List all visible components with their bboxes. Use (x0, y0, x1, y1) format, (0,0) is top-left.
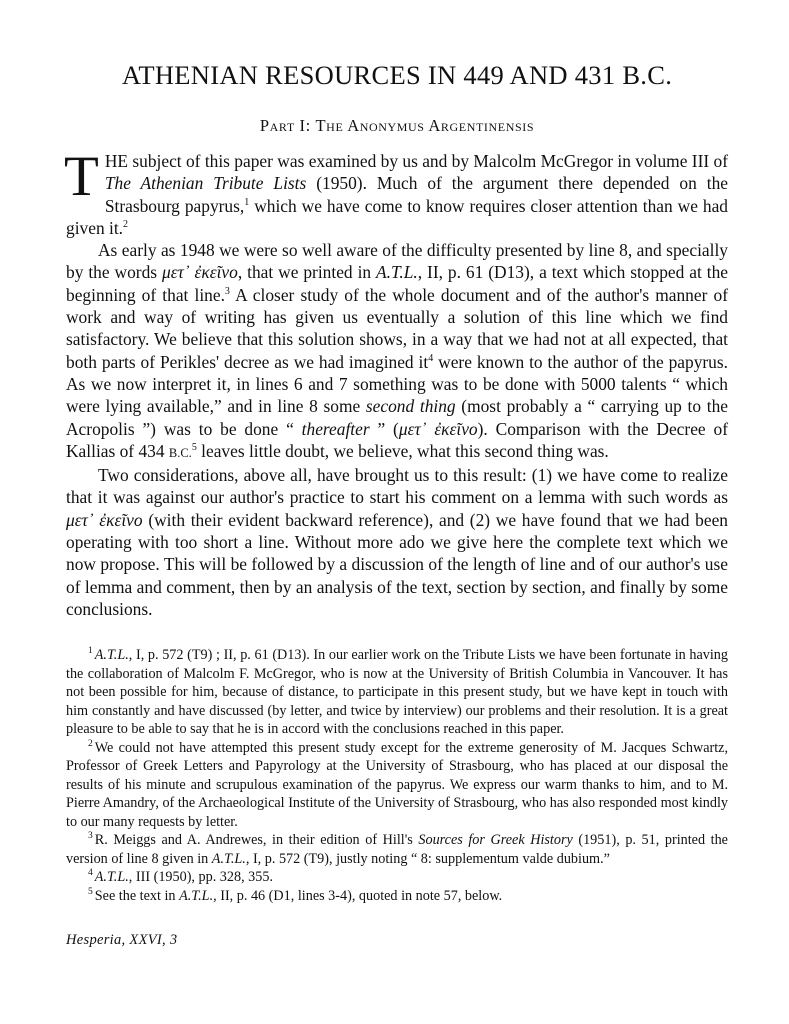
italic-span: A.T.L. (179, 887, 214, 904)
drop-cap: T (64, 145, 99, 208)
text-span: See the text in (94, 887, 180, 904)
italic-span: The Athenian Tribute Lists (104, 173, 307, 194)
text-span: were known to the author of the papyrus. As we now interpret it, in lines 6 and 7 something was to be done with 5000 talents “ which were lying available,” and in line 8 some (66, 351, 728, 417)
text-span: ” ( (369, 418, 399, 439)
text-span: , II, p. 46 (D1, lines 3-4), quoted in note 57, below. (213, 887, 503, 904)
journal-signature: Hesperia, XXVI, 3 (66, 932, 178, 948)
footnote-4 (66, 868, 728, 887)
text-span: HE subject of this paper was examined by us and by Malcolm McGregor in volume III of (104, 151, 728, 171)
text-span: We could not have attempted this present study except for the extreme generosity of M. Jacques Schwartz, Professor of Greek Letters and Papyrology at the University of Strasbourg, who has placed at our disposal the results of his minute and scrupulous examination of the papyrus. We express our warm thanks to him, and to M. Pierre Amandry, of the Archaeological Institute of the University of Strasbourg, who has also responded most kindly to our many requests by letter. (66, 739, 728, 830)
footnote-ref[interactable]: 3 (224, 285, 230, 297)
italic-span: A.T.L. (94, 869, 129, 885)
footnote-ref[interactable]: 1 (244, 196, 250, 208)
italic-span: A.T.L. (376, 262, 418, 283)
footnote-ref[interactable]: 2 (123, 219, 128, 231)
text-span: which we have come to know requires closer attention than we had given it. (66, 195, 728, 238)
part-label: Part I: (259, 116, 311, 135)
text-span: , III (1950), pp. 328, 355. (128, 869, 274, 885)
body-text (64, 145, 728, 620)
footnote-2 (66, 739, 728, 832)
greek-phrase: μετ᾽ ἐκεῖνο (398, 418, 478, 439)
text-span: (1951), p. 51, printed the version of line 8 given in (66, 832, 728, 867)
article-title: ATHENIAN RESOURCES IN 449 AND 431 B.C. (121, 60, 673, 90)
small-caps-span: B.C. (168, 445, 192, 460)
text-span: leaves little doubt, we believe, what this second thing was. (196, 440, 609, 461)
footnote-1 (66, 646, 728, 739)
paragraph-1 (64, 145, 728, 239)
footnotes (66, 646, 728, 905)
text-span: , that we printed in (237, 262, 377, 283)
text-span: , I, p. 572 (T9), justly noting “ 8: supplementum valde dubium.” (245, 850, 610, 867)
footnote-number: 5 (88, 886, 93, 897)
paragraph-2 (66, 239, 728, 464)
italic-span: A.T.L. (94, 647, 129, 663)
text-span: ). Comparison with the Decree of Kallias of 434 (66, 418, 728, 461)
part-heading (66, 116, 728, 136)
italic-span: second thing (365, 396, 456, 417)
italic-span: thereafter (301, 418, 370, 439)
footnote-5 (66, 887, 728, 906)
text-span: , II, p. 61 (D13), a text which stopped at the beginning of that line. (66, 262, 728, 305)
footnote-ref[interactable]: 4 (428, 352, 434, 364)
text-span: (most probably a “ carrying up to the Acropolis ”) was to be done “ (66, 396, 728, 439)
footnote-ref[interactable]: 5 (191, 442, 197, 454)
footnote-number: 2 (88, 738, 93, 749)
part-title: The Anonymus Argentinensis (315, 116, 535, 135)
italic-span: A.T.L. (211, 850, 246, 867)
footnote-number: 3 (88, 831, 93, 842)
text-span: As early as 1948 we were so well aware of the difficulty presented by line 8, and specially by the words (66, 240, 728, 283)
text-span: A closer study of the whole document and of the author's manner of work and way of writing has given us eventually a solution of this line which we find satisfactory. We believe that this solution shows, in a way that we had not at all expected, that both parts of Perikles' decree as we had imagined it (66, 284, 728, 372)
footnote-number: 4 (88, 868, 93, 879)
greek-phrase: μετ᾽ ἐκεῖνο (161, 262, 238, 283)
text-span: (with their evident backward reference), and (2) we have found that we had been operating with too short a line. Without more ado we give here the complete text which we now propose. This will be followed by a discussion of the length of line and of our author's use of lemma and comment, then by an analysis of the text, section by section, and finally by some conclusions. (66, 509, 728, 619)
text-span: R. Meiggs and A. Andrewes, in their edition of Hill's (94, 832, 419, 848)
text-span: , I, p. 572 (T9) ; II, p. 61 (D13). In our earlier work on the Tribute Lists we have been fortunate in having the collaboration of Malcolm F. McGregor, who is now at the University of British Columbia in Vancouver. It has not been possible for him, because of distance, to participate in this present study, but we have kept in touch with him constantly and have discussed (by letter, and twice by interview) our problems and their resolution. It is a great pleasure to be able to say that he is in accord with the conclusions reached in this paper. (66, 647, 728, 737)
footnote-3 (66, 831, 728, 868)
text-span: (1950). Much of the argument there depended on the Strasbourg papyrus, (104, 173, 728, 216)
greek-phrase: μετ᾽ ἐκεῖνο (66, 509, 143, 530)
footnote-number: 1 (88, 646, 93, 657)
text-span: Two considerations, above all, have brought us to this result: (1) we have come to realize that it was against our author's practice to start his comment on a lemma with such words as (66, 465, 728, 508)
paragraph-3 (66, 464, 728, 620)
italic-span: Sources for Greek History (418, 832, 573, 848)
